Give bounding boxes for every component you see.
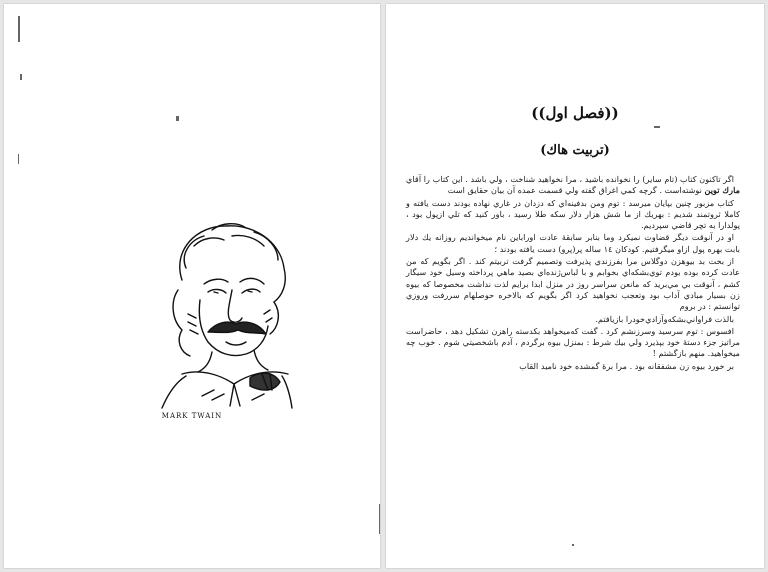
paragraph: افسوس : توم سرسيد وسرزنشم کرد . گفت كه‌ميخواهد بكدسته راهزن تشكيل دهد ، حاضراست مراتيز جزء دستهٔ خود بپذيرد ولي بيك شرط : بمنزل بيوه برگردم ، آدم باشخصيتي شوم . خوب چه ميخواهيد. منهم بازگشتم ! — [406, 325, 740, 359]
paragraph: کتاب مزبور چنين بپايان ميرسد : توم ومن بدفينه‌اي كه دزدان در غاري نهاده بودند دست يافته و كاملا ثروتمند شديم : بهريك از ما شش هزار دلار سکه طلا رسيد ، باور كنيد که تلي ازپول بود ، پولدارا به تچر قاضي سپرديم. — [406, 197, 740, 231]
scan-speck — [654, 126, 660, 128]
mark-twain-portrait — [142, 210, 304, 410]
paragraph: اگر تاکنون کتاب (تام ساير) را نخوانده باشيد ، مرا نخواهيد شناخت ، ولي باشد . اين کتاب را آقاي مارك توين نوشته‌است . گرچه كمي اغراق گفته ولي قسمت عمده آن بيان حقايق است — [406, 174, 740, 196]
scan-speck — [379, 504, 380, 534]
scan-speck — [176, 116, 179, 121]
chapter-body — [406, 174, 740, 373]
scan-speck — [20, 74, 22, 80]
scan-speck — [572, 544, 574, 546]
chapter-title: ((فصل اول)) — [531, 104, 619, 122]
chapter-subtitle: (تربيت هاك) — [540, 143, 610, 158]
paragraph: بالذت فراواني‌بشكه‌وآزادي‌خودرا بازيافتم. — [595, 313, 734, 324]
scan-speck — [18, 154, 19, 164]
right-page — [386, 4, 764, 568]
scan-speck — [18, 16, 20, 42]
left-page — [4, 4, 380, 568]
author-name: مارك توين — [704, 185, 740, 196]
portrait-caption: MARK TWAIN — [161, 412, 223, 420]
paragraph: بر خورد بيوه زن مشفقانه بود . مرا برهٔ گمشده خود ناميد القاب — [519, 360, 734, 371]
paragraph: او در آنوقت ديگر قضاوت نميكرد وما بنابر سابقهٔ عادت اوراباين نام ميخوانديم روزانه يك دلار بابت بهره پول ازاو ميگرفتيم. كودكان ١٤ ساله پر(پرو) دست يافته بودند ؛ — [406, 232, 740, 254]
paragraph: از بخت بد بيوهزن دوگلاس مرا بفرزندي پذيرفت وتصميم گرفت تربيتم كند . اگر بگويم كه من عادت كرده بوده بودم توي‌بشكه‌اي بخوابم و با لباس‌ژنده‌اي بصيد ماهي پرداخته وسيل خود سيگار كشم ، آنوقت بي مي‌بريد که مانعن سراسر روز در منزل ابدا برايم لذت نداشت مخصوصا كه بيوه زن بسيار مبادي آداب بود وتعجب نخواهيد كرد اگر بگويم كه بالاخره حوصلهام سررفت وروزي توانستم : در بروم — [406, 256, 740, 312]
